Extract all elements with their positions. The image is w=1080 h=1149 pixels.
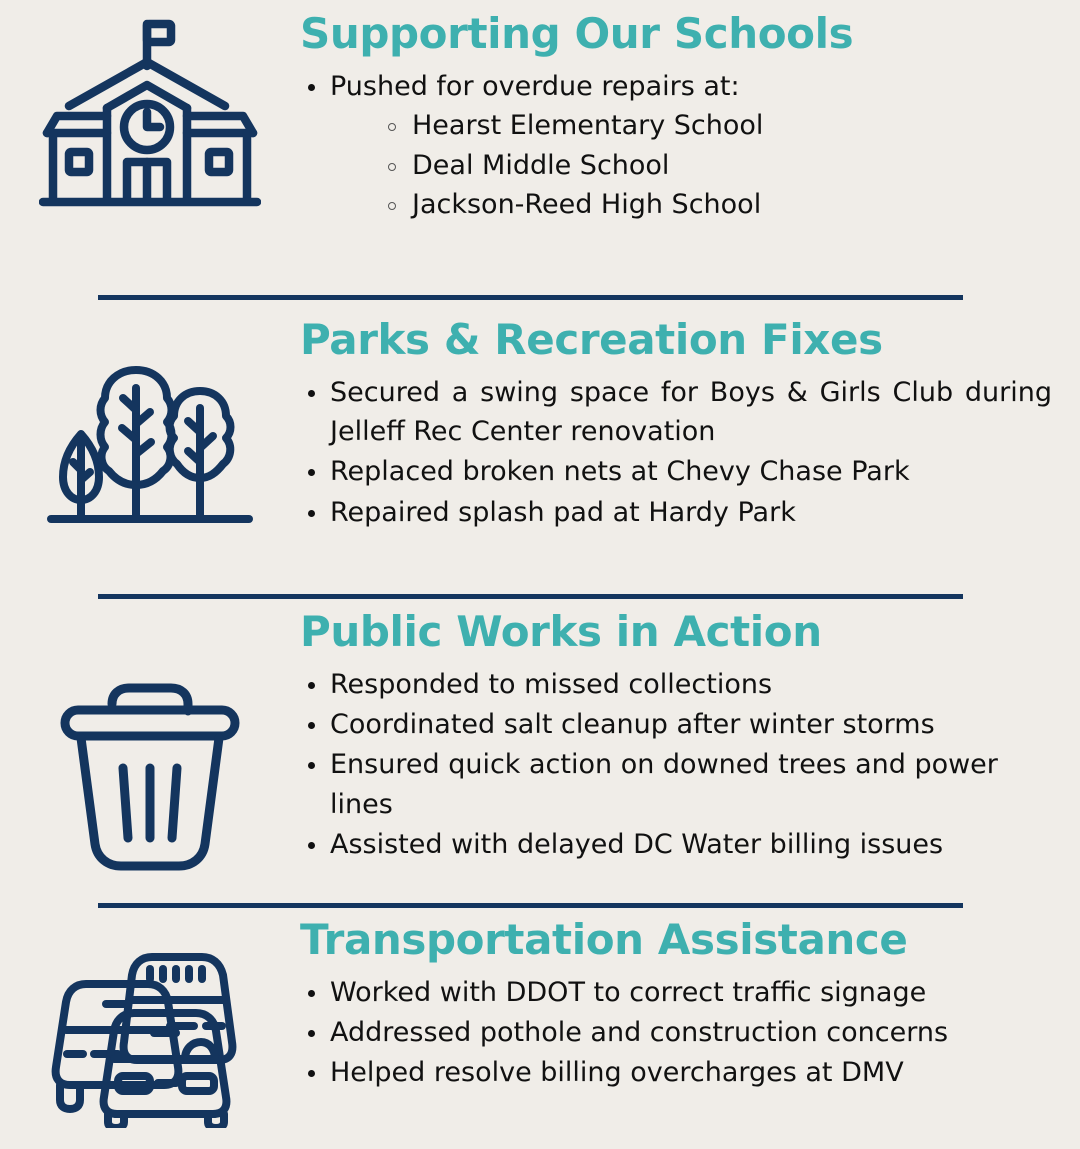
section-icon-public-works: [0, 610, 300, 875]
list-item: Replaced broken nets at Chevy Chase Park: [300, 452, 1052, 491]
section-transportation-assistance: [0, 915, 1080, 1128]
list-item: Jackson-Reed High School: [382, 185, 1052, 225]
list-item: Helped resolve billing overcharges at DMV: [300, 1053, 1052, 1092]
list-item: Repaired splash pad at Hardy Park: [300, 493, 1052, 532]
section-supporting-our-schools: [0, 9, 1080, 227]
section-divider: [98, 295, 963, 300]
section-heading: Transportation Assistance: [300, 915, 908, 964]
list-item: Assisted with delayed DC Water billing issues: [300, 825, 1052, 864]
list-item: Ensured quick action on downed trees and power lines: [300, 745, 1052, 824]
section-public-works-in-action: [0, 607, 1080, 875]
trash-can-icon: [55, 680, 245, 875]
list-item: Hearst Elementary School: [382, 106, 1052, 146]
cars-traffic-icon: [46, 936, 254, 1128]
list-item: Deal Middle School: [382, 146, 1052, 186]
section-divider: [98, 903, 963, 908]
section-body-schools: [300, 9, 1080, 226]
section-body-transportation: [300, 915, 1080, 1094]
trees-park-icon: [43, 358, 258, 538]
section-icon-transportation: [0, 918, 300, 1128]
list-item: Secured a swing space for Boys & Girls Club during Jelleff Rec Center renovation: [300, 373, 1052, 452]
section-icon-schools: [0, 12, 300, 227]
sub-bullet-list-schools: [330, 106, 1052, 225]
section-heading: Parks & Recreation Fixes: [300, 315, 883, 364]
section-parks-and-recreation-fixes: [0, 315, 1080, 538]
section-body-public-works: [300, 607, 1080, 866]
list-item: [300, 67, 1052, 225]
section-body-parks: [300, 315, 1080, 533]
section-icon-parks: [0, 318, 300, 538]
bullet-list-public-works: [300, 665, 1052, 865]
list-item: Coordinated salt cleanup after winter storms: [300, 705, 1052, 744]
bullet-list-schools: [300, 67, 1052, 225]
bullet-list-transportation: [300, 973, 1052, 1093]
section-heading: Supporting Our Schools: [300, 9, 854, 58]
bullet-list-parks: [300, 373, 1052, 533]
section-divider: [98, 594, 963, 599]
list-item: Worked with DDOT to correct traffic signage: [300, 973, 1052, 1012]
bullet-text: Pushed for overdue repairs at:: [330, 70, 740, 102]
list-item: Addressed pothole and construction concerns: [300, 1013, 1052, 1052]
list-item: Responded to missed collections: [300, 665, 1052, 704]
school-building-icon: [39, 12, 261, 227]
section-heading: Public Works in Action: [300, 607, 822, 656]
